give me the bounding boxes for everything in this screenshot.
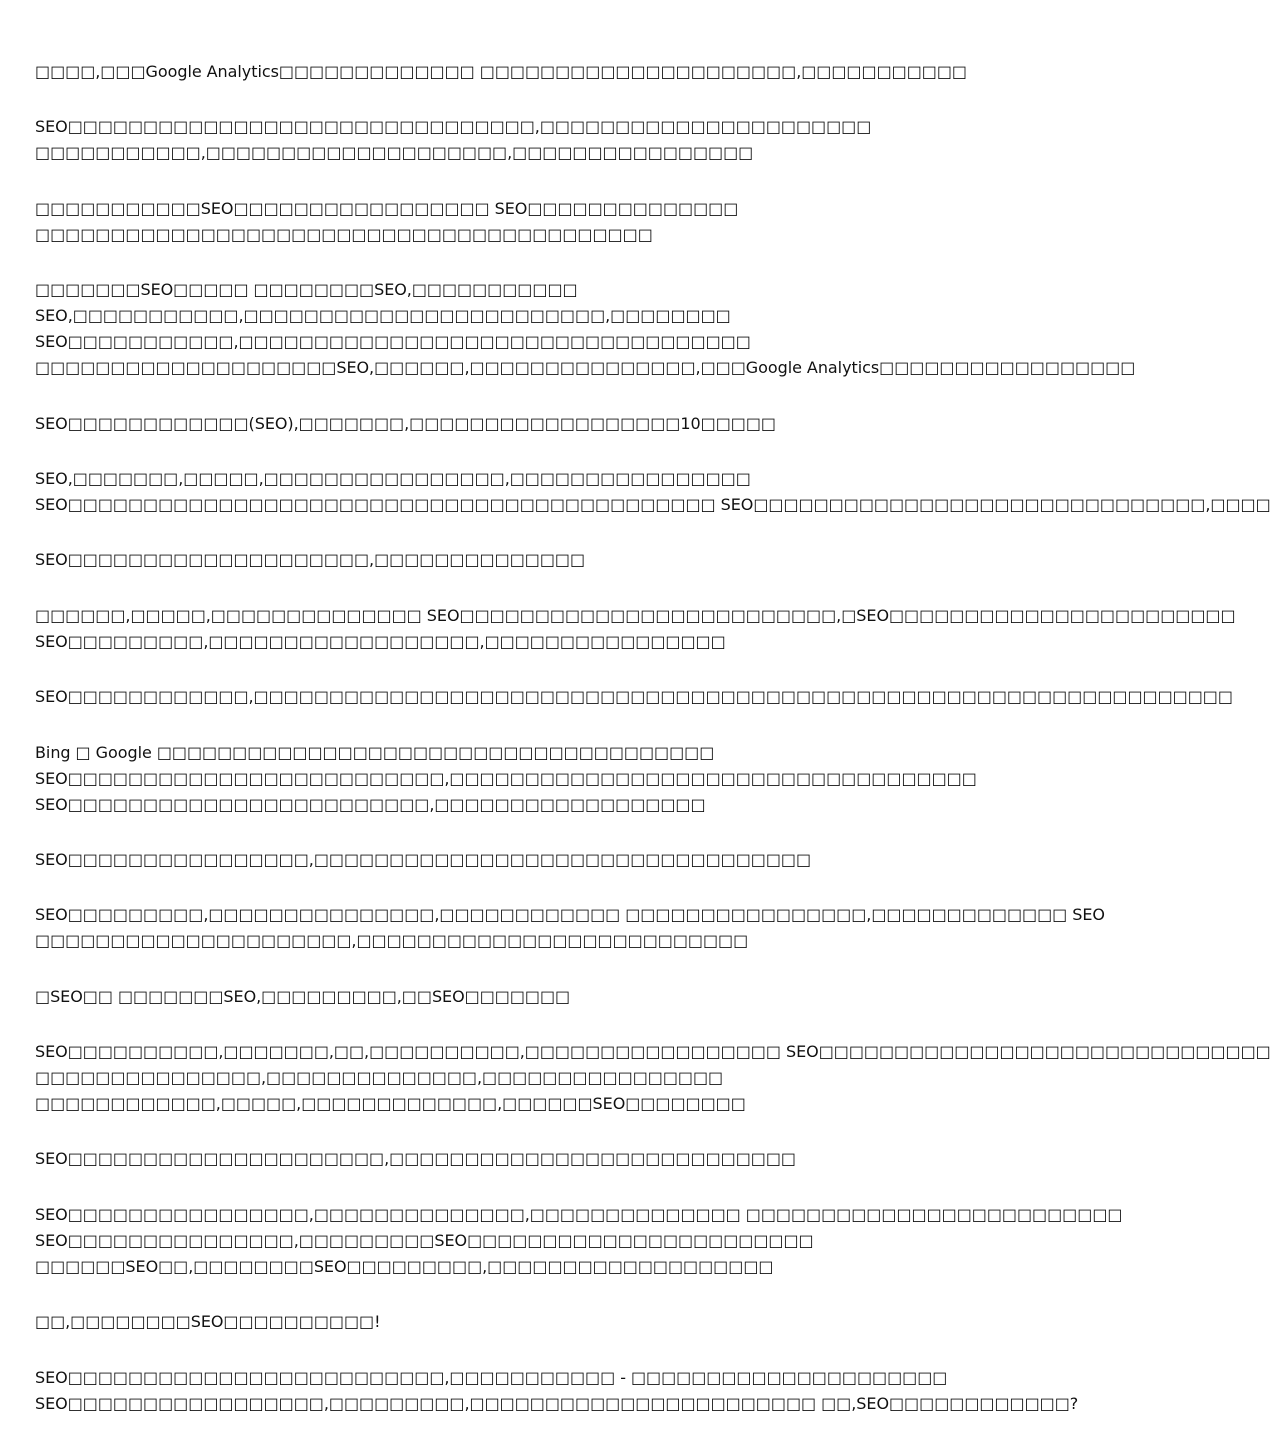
text-line: SEO□□□□□□□□□□□□□□□□□□□□□□□□,□□□□□□□□□□□□□□□□□□ [35,794,706,814]
text-line: □□□□□□□□□□□,□□□□□□□□□□□□□□□□□□□□,□□□□□□□□□□□□□□□□ [35,143,754,163]
text-line: SEO□□□□□□□□□□□□□□□□□□□□□□□□□□□□□□□,□□□□□□□□□□□□□□□□□□□□□□ [35,117,872,137]
text-line: SEO□□□□□□□□□□□□(SEO),□□□□□□□,□□□□□□□□□□□□□□□□□□10□□□□□ [35,413,776,433]
paragraph [35,59,995,85]
text-line: SEO,□□□□□□□□□□□,□□□□□□□□□□□□□□□□□□□□□□□□,□□□□□□□□ [35,306,731,326]
paragraph [35,466,1271,518]
text-line: □□□□□□□□□□□□□□□□□□□□□,□□□□□□□□□□□□□□□□□□□□□□□□□□ [35,931,749,951]
paragraph [35,114,995,166]
text-line: Bing □ Google □□□□□□□□□□□□□□□□□□□□□□□□□□□□□□□□□□□□□ [35,742,715,762]
paragraph [35,196,995,248]
text-line: SEO□□□□□□□□□□□□□□□□□□□□□□□□□□□□□□□□□□□□□□□□□□□ SEO□□□□□□□□□□□□□□□□□□□□□□□□□□□□□□,□□□□ [35,494,1271,514]
text-line: SEO□□□□□□□□□□□□□□□□□□□□,□□□□□□□□□□□□□□ [35,550,586,570]
text-line: SEO□□□□□□□□□,□□□□□□□□□□□□□□□□□□,□□□□□□□□□□□□□□□□ [35,631,726,651]
text-line: SEO□□□□□□□□□□□□□□□□□□□□□,□□□□□□□□□□□□□□□□□□□□□□□□□□□ [35,1149,796,1169]
text-line: SEO□□□□□□□□□□□□□□□□,□□□□□□□□□□□□□□□□□□□□□□□□□□□□□□□□□ [35,849,812,869]
paragraph [35,277,1136,381]
text-line: SEO□□□□□□□□□,□□□□□□□□□□□□□□□,□□□□□□□□□□□□ □□□□□□□□□□□□□□□□,□□□□□□□□□□□□□ SEO [35,905,1105,925]
paragraph [35,1202,1123,1280]
paragraph [35,1365,1079,1417]
text-line: SEO□□□□□□□□□□□□□□□,□□□□□□□□□SEO□□□□□□□□□□□□□□□□□□□□□□□ [35,1230,814,1250]
text-line: □□□□□□□□□□□□□□□□□□□□□□□□□□□□□□□□□□□□□□□□□ [35,224,653,244]
text-line: SEO□□□□□□□□□□□□□□□□□□□□□□□□□,□□□□□□□□□□□ - □□□□□□□□□□□□□□□□□□□□□ [35,1367,948,1387]
text-line: SEO□□□□□□□□□□,□□□□□□□,□□,□□□□□□□□□□,□□□□□□□□□□□□□□□□□ SEO□□□□□□□□□□□□□□□□□□□□□□□□□□□□□□ [35,1042,1271,1062]
text-line: SEO□□□□□□□□□□□□□□□□□□□□□□□□□,□□□□□□□□□□□□□□□□□□□□□□□□□□□□□□□□□□□ [35,768,977,788]
text-line: □□□□□□□□□□□□□□□□□□□□SEO,□□□□□□,□□□□□□□□□□□□□□□,□□□Google Analytics□□□□□□□□□□□□□□□□□ [35,358,1136,378]
paragraph [35,740,995,818]
text-line: □□□□□□□□□□□SEO□□□□□□□□□□□□□□□□□ SEO□□□□□□□□□□□□□□ [35,198,739,218]
text-line: □□□□□□□SEO□□□□□ □□□□□□□□SEO,□□□□□□□□□□□ [35,280,578,300]
paragraph [35,902,1105,954]
text-line: SEO,□□□□□□□,□□□□□,□□□□□□□□□□□□□□□□,□□□□□□□□□□□□□□□□ [35,468,751,488]
paragraph [35,603,1236,655]
text-line: □SEO□□ □□□□□□□SEO,□□□□□□□□□,□□SEO□□□□□□□ [35,986,571,1006]
document-page [35,59,1271,1446]
paragraph [35,411,995,437]
text-line: □□,□□□□□□□□SEO□□□□□□□□□□! [35,1312,381,1332]
paragraph [35,684,1233,710]
paragraph [35,1146,995,1172]
paragraph [35,847,995,873]
text-line: □□□□□□□□□□□□□□□,□□□□□□□□□□□□□□,□□□□□□□□□□□□□□□□ [35,1068,724,1088]
text-line: □□□□□□□□□□□□,□□□□□,□□□□□□□□□□□□□,□□□□□□SEO□□□□□□□□ [35,1094,746,1114]
text-line: □□□□,□□□Google Analytics□□□□□□□□□□□□□ □□□□□□□□□□□□□□□□□□□□□,□□□□□□□□□□□ [35,62,967,81]
paragraph [35,984,995,1010]
paragraph [35,1309,995,1335]
text-line: SEO□□□□□□□□□□□,□□□□□□□□□□□□□□□□□□□□□□□□□□□□□□□□□□ [35,332,751,352]
paragraph [35,1039,1271,1117]
text-line: □□□□□□,□□□□□,□□□□□□□□□□□□□□ SEO□□□□□□□□□□□□□□□□□□□□□□□□□,□SEO□□□□□□□□□□□□□□□□□□□□□□□ [35,605,1236,625]
text-line: SEO□□□□□□□□□□□□□□□□□,□□□□□□□□□,□□□□□□□□□□□□□□□□□□□□□□□ □□,SEO□□□□□□□□□□□□? [35,1393,1079,1413]
text-line: SEO□□□□□□□□□□□□□□□□,□□□□□□□□□□□□□□,□□□□□□□□□□□□□□ □□□□□□□□□□□□□□□□□□□□□□□□□ [35,1204,1123,1224]
text-line: □□□□□□SEO□□,□□□□□□□□SEO□□□□□□□□□,□□□□□□□□□□□□□□□□□□□ [35,1256,774,1276]
paragraph [35,547,995,573]
text-line: SEO□□□□□□□□□□□□,□□□□□□□□□□□□□□□□□□□□□□□□□□□□□□□□□□□□□□□□□□□□□□□□□□□□□□□□□□□□□□□□□ [35,687,1233,707]
